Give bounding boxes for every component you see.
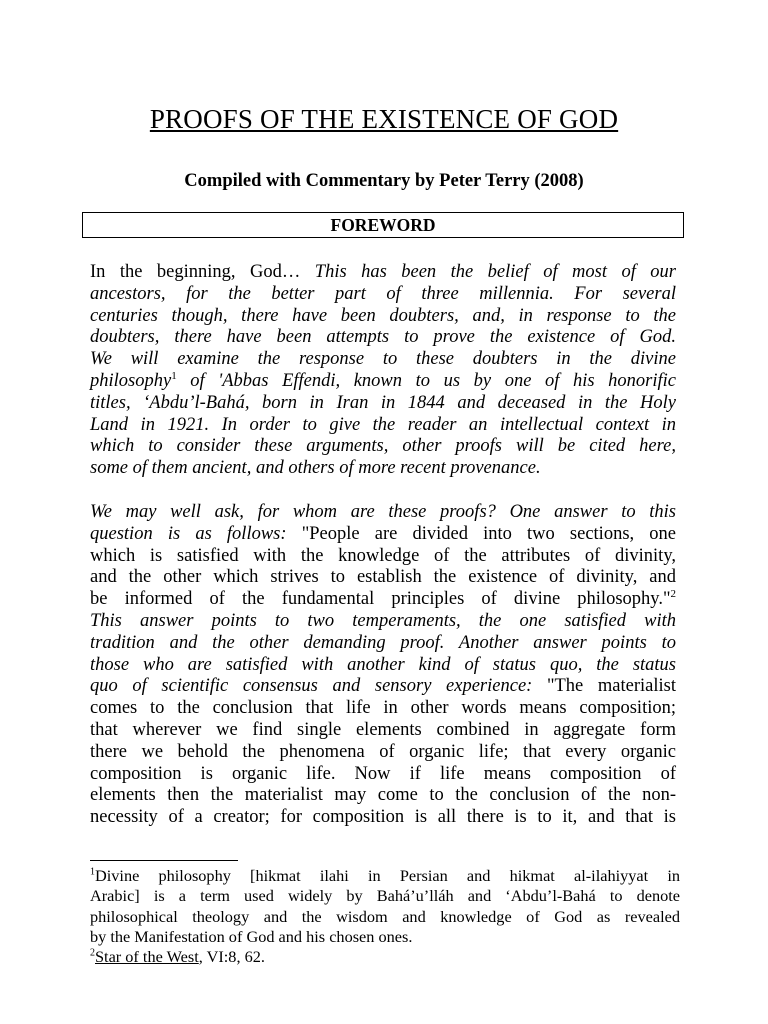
paragraph-line: composition is organic life. Now if life means composition of xyxy=(90,763,676,784)
footnote-1-line: philosophical theology and the wisdom and knowledge of God as revealed xyxy=(90,906,680,926)
paragraph-line: titles, ‘Abdu’l-Bahá, born in Iran in 1844 and deceased in the Holy xyxy=(90,392,676,413)
footnote-source-link[interactable]: Star of the West xyxy=(95,947,199,967)
paragraph-2 xyxy=(90,502,676,829)
text-run-italic: question is as follows: xyxy=(90,523,302,544)
section-heading-foreword: FOREWORD xyxy=(82,212,684,238)
paragraph-line: ancestors, for the better part of three millennia. For several xyxy=(90,283,676,304)
footnote-1-line: Arabic] is a term used widely by Bahá’u’lláh and ‘Abdu’l-Bahá to denote xyxy=(90,886,680,906)
footnote-ref-1[interactable]: 1 xyxy=(171,369,177,382)
paragraph-line: those who are satisfied with another kind of status quo, the status xyxy=(90,654,676,675)
paragraph-line: centuries though, there have been doubters, and, in response to the xyxy=(90,305,676,326)
paragraph-line xyxy=(90,371,676,393)
paragraph-line: We will examine the response to these doubters in the divine xyxy=(90,349,676,370)
text-run: "People are divided into two sections, one xyxy=(301,523,676,544)
text-run-italic: philosophy xyxy=(90,370,172,391)
text-run: In the beginning, God… xyxy=(90,262,315,282)
text-run-italic: of 'Abbas Effendi, known to us by one of his honorific xyxy=(176,370,676,391)
footnote-number-1: 1 xyxy=(90,866,95,878)
text-run: be informed of the fundamental principles of divine philosophy." xyxy=(90,589,671,610)
paragraph-line: that wherever we find single elements combined in aggregate form xyxy=(90,719,676,740)
paragraph-line xyxy=(90,676,676,698)
paragraph-line: which is satisfied with the knowledge of the attributes of divinity, xyxy=(90,545,676,566)
paragraph-line: elements then the materialist may come to the conclusion of the non- xyxy=(90,785,676,806)
footnotes xyxy=(90,866,680,967)
footnote-separator xyxy=(90,860,238,861)
paragraph-line: We may well ask, for whom are these proofs? One answer to this xyxy=(90,502,676,522)
text-run-italic: This has been the belief of most of our xyxy=(314,262,676,282)
paragraph-line: and the other which strives to establish the existence of divinity, and xyxy=(90,567,676,588)
footnote-2-line xyxy=(90,947,680,967)
document-title: PROOFS OF THE EXISTENCE OF GOD xyxy=(149,104,619,134)
paragraph-line: tradition and the other demanding proof. Another answer points to xyxy=(90,632,676,653)
document-subtitle: Compiled with Commentary by Peter Terry (2008) xyxy=(184,171,584,191)
paragraph-line xyxy=(90,262,676,284)
footnote-text: , VI:8, 62. xyxy=(198,947,265,967)
paragraph-line: some of them ancient, and others of more recent provenance. xyxy=(90,458,541,479)
paragraph-line: which to consider these arguments, other proofs will be cited here, xyxy=(90,436,676,457)
paragraph-line xyxy=(90,524,676,546)
paragraph-line: comes to the conclusion that life in other words means composition; xyxy=(90,698,676,719)
paragraph-line: there we behold the phenomena of organic life; that every organic xyxy=(90,741,676,762)
text-run: "The materialist xyxy=(546,676,676,697)
footnote-ref-2[interactable]: 2 xyxy=(670,588,676,601)
paragraph-line: This answer points to two temperaments, the one satisfied with xyxy=(90,610,676,631)
paragraph-line xyxy=(90,589,676,611)
footnote-text: Divine philosophy [hikmat ilahi in Persian and hikmat al-ilahiyyat in xyxy=(95,866,680,885)
footnote-1-line: by the Manifestation of God and his chosen ones. xyxy=(90,926,413,946)
paragraph-line: doubters, there have been attempts to prove the existence of God. xyxy=(90,327,676,348)
paragraph-line: necessity of a creator; for composition is all there is to it, and that is xyxy=(90,807,676,828)
paragraph-line: Land in 1921. In order to give the reader an intellectual context in xyxy=(90,414,676,435)
footnote-1-line xyxy=(90,866,680,886)
paragraph-1 xyxy=(90,262,676,480)
text-run-italic: quo of scientific consensus and sensory experience: xyxy=(90,676,547,697)
footnote-number-2: 2 xyxy=(90,947,95,959)
